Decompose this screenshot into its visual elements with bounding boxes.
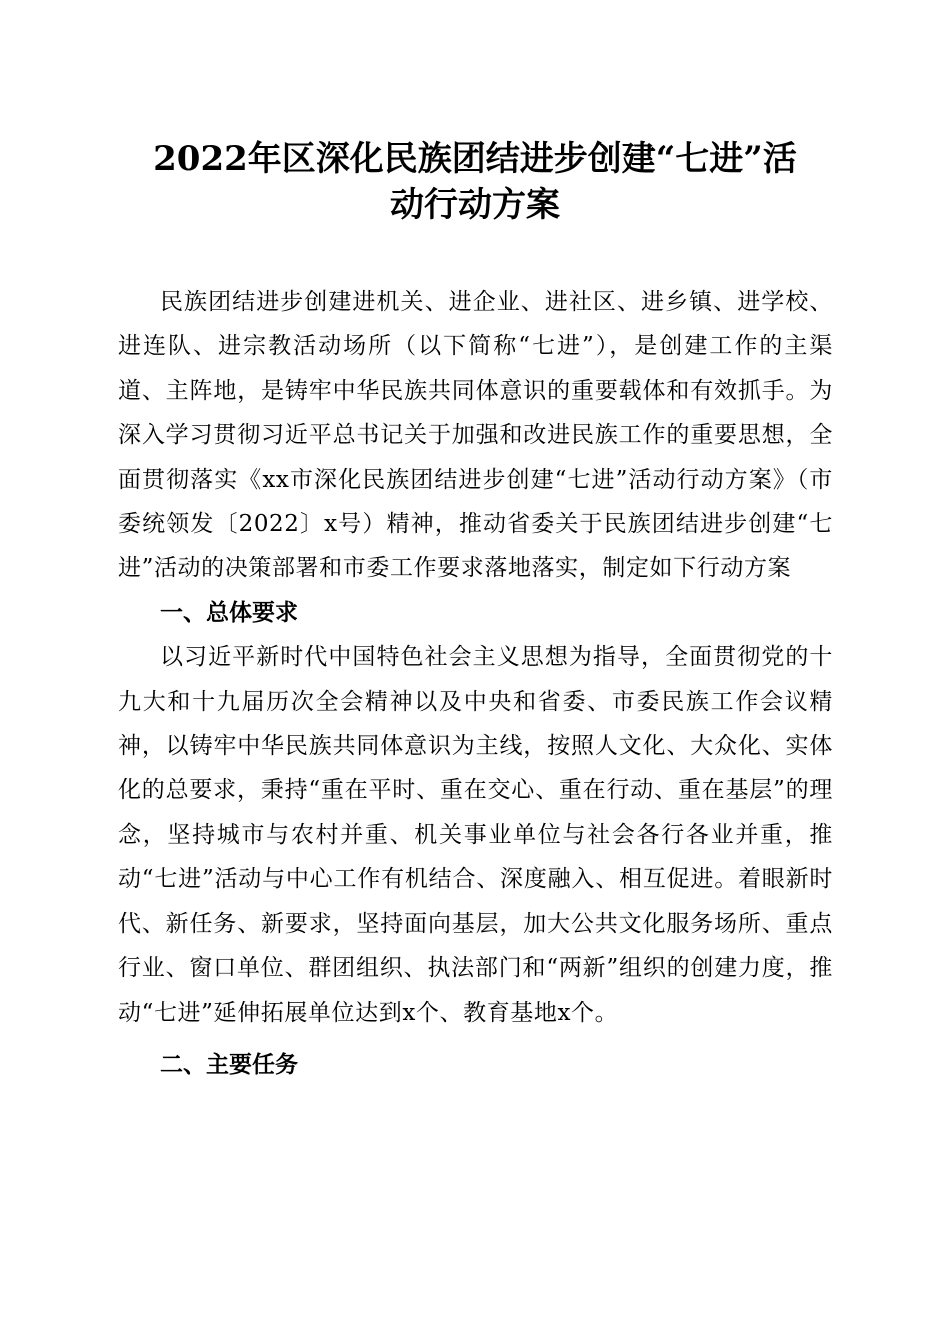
general-requirements-paragraph: 以习近平新时代中国特色社会主义思想为指导，全面贯彻党的十九大和十九届历次全会精神以及中央和省委、市委民族工作会议精神，以铸牢中华民族共同体意识为主线，按照人文化、大众化、实体化的总要求，秉持“重在平时、重在交心、重在行动、重在基层”的理念，坚持城市与农村并重、机关事业单位与社会各行各业并重，推动“七进”活动与中心工作有机结合、深度融入、相互促进。着眼新时代、新任务、新要求，坚持面向基层，加大公共文化服务场所、重点行业、窗口单位、群团组织、执法部门和“两新”组织的创建力度，推动“七进”延伸拓展单位达到x个、教育基地x个。 [118,644,833,1026]
document-body [118,280,833,1087]
intro-paragraph: 民族团结进步创建进机关、进企业、进社区、进乡镇、进学校、进连队、进宗教活动场所（以下简称“七进”），是创建工作的主渠道、主阵地，是铸牢中华民族共同体意识的重要载体和有效抓手。为深入学习贯彻习近平总书记关于加强和改进民族工作的重要思想，全面贯彻落实《xx市深化民族团结进步创建“七进”活动行动方案》（市委统领发〔2022〕x号）精神，推动省委关于民族团结进步创建“七进”活动的决策部署和市委工作要求落地落实，制定如下行动方案 [118,289,833,582]
document-title [120,136,830,228]
title-line-1: 2022年区深化民族团结进步创建“七进”活 [153,139,797,179]
section-heading-main-tasks: 二、主要任务 [160,1051,298,1078]
title-line-2: 动行动方案 [390,185,560,225]
section-heading-general-requirements: 一、总体要求 [160,599,298,626]
